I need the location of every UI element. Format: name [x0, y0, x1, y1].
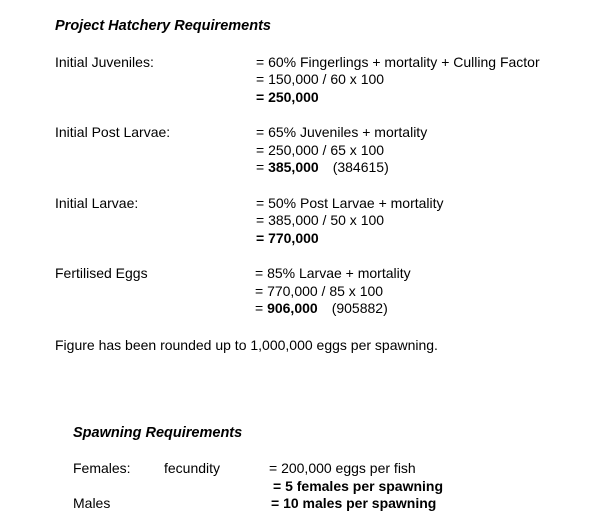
eggs-formula: = 85% Larvae + mortality	[255, 265, 411, 281]
fecundity-value: = 200,000 eggs per fish	[269, 460, 416, 476]
eggs-result-prefix: =	[255, 300, 268, 316]
juveniles-formula: = 60% Fingerlings + mortality + Culling Factor	[256, 54, 540, 70]
eggs-exact: (905882)	[331, 300, 388, 316]
eggs-calc: = 770,000 / 85 x 100	[255, 283, 384, 299]
post-larvae-result-value: 385,000	[268, 159, 319, 175]
eggs-label: Fertilised Eggs	[55, 265, 148, 281]
juveniles-calc: = 150,000 / 60 x 100	[256, 71, 385, 87]
post-larvae-label: Initial Post Larvae:	[55, 124, 171, 140]
post-larvae-calc: = 250,000 / 65 x 100	[256, 142, 385, 158]
post-larvae-formula: = 65% Juveniles + mortality	[256, 124, 428, 140]
larvae-label: Initial Larvae:	[55, 195, 139, 211]
juveniles-result: = 250,000	[256, 89, 319, 105]
males-label: Males	[73, 495, 111, 511]
rounding-footnote: Figure has been rounded up to 1,000,000 eggs per spawning.	[55, 337, 438, 353]
larvae-result: = 770,000	[256, 230, 319, 246]
females-label: Females:	[73, 460, 131, 476]
eggs-result-value: 906,000	[267, 300, 318, 316]
females-result: = 5 females per spawning	[273, 478, 444, 494]
post-larvae-result	[256, 159, 389, 176]
fecundity-label: fecundity	[164, 460, 221, 476]
eggs-result	[255, 300, 388, 317]
post-larvae-exact: (384615)	[332, 159, 389, 175]
males-result: = 10 males per spawning	[271, 495, 437, 511]
larvae-formula: = 50% Post Larvae + mortality	[256, 195, 444, 211]
spawning-title: Spawning Requirements	[73, 425, 243, 441]
hatchery-title: Project Hatchery Requirements	[55, 18, 271, 34]
post-larvae-result-prefix: =	[256, 159, 269, 175]
juveniles-label: Initial Juveniles:	[55, 54, 154, 70]
larvae-calc: = 385,000 / 50 x 100	[256, 212, 385, 228]
